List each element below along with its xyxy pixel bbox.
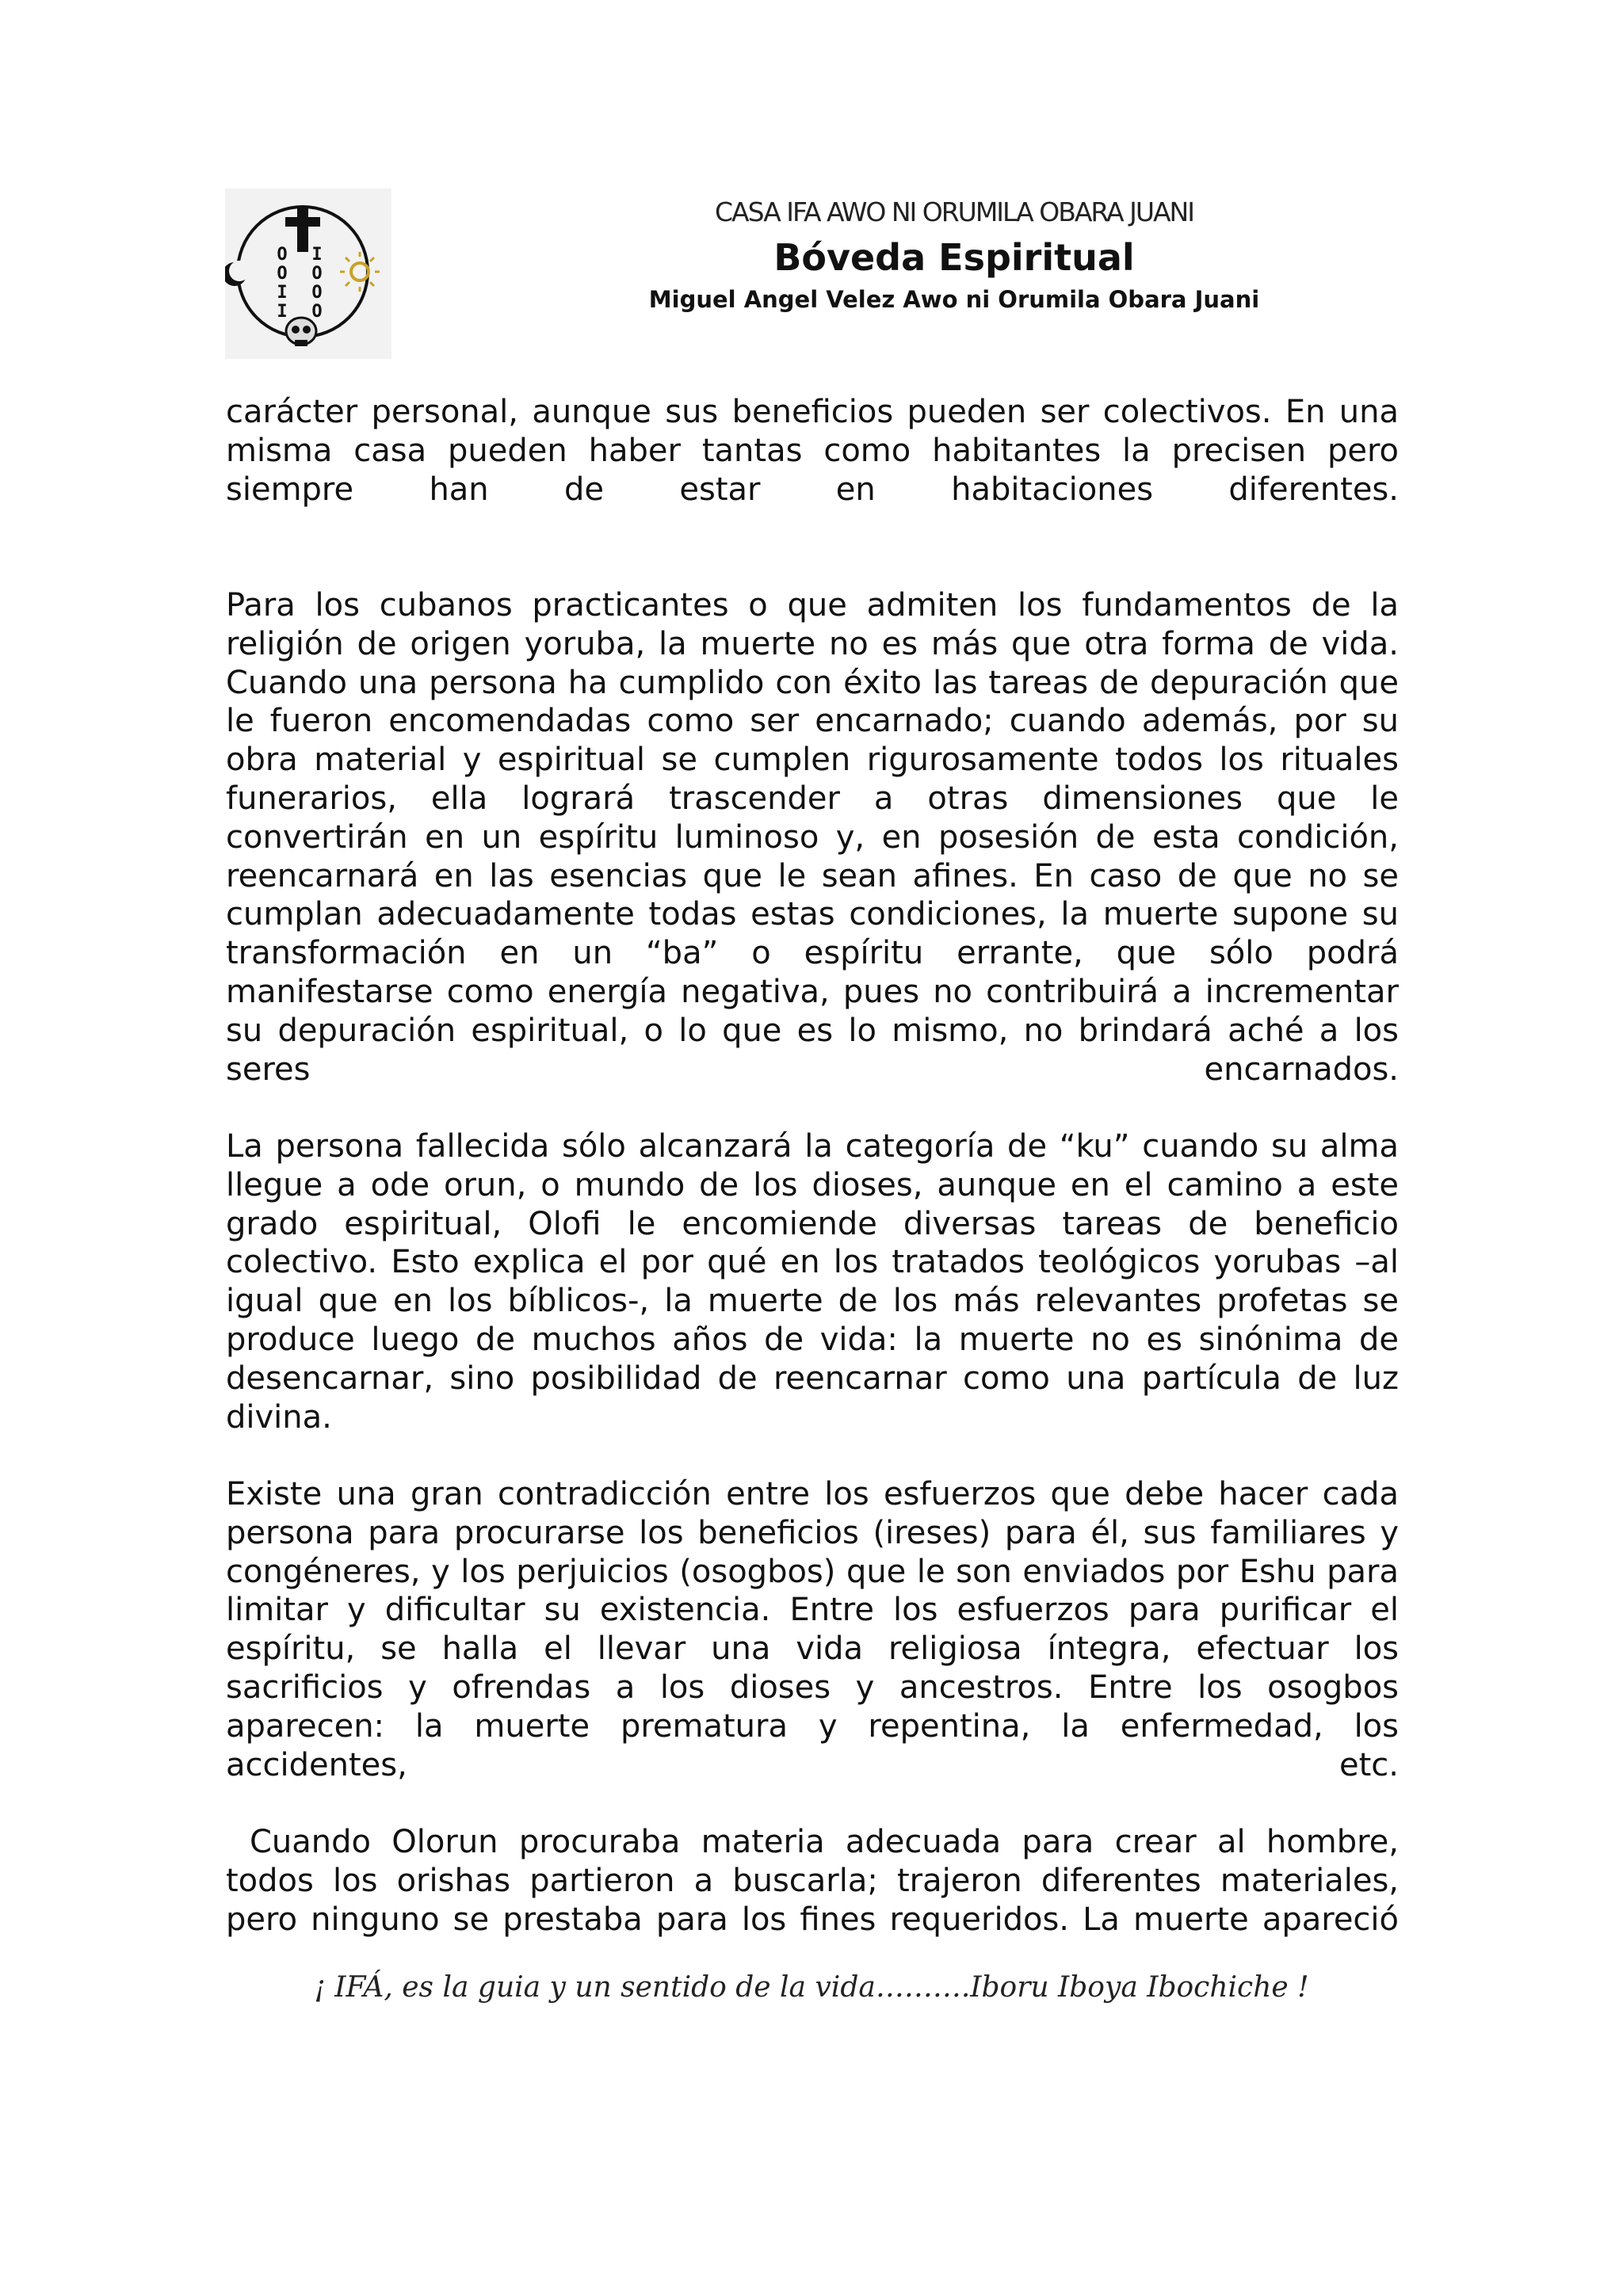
footer-motto: ¡ IFÁ, es la guia y un sentido de la vida……….Iboru Iboya Ibochiche ! xyxy=(314,1971,1309,2004)
odu-right-1: I xyxy=(311,245,323,265)
page-title: Bóveda Espiritual xyxy=(773,236,1135,279)
odu-left-4: I xyxy=(277,302,288,322)
odu-left-3: I xyxy=(277,283,288,303)
paragraph-2: Para los cubanos practicantes o que admiten los fundamentos de la religión de origen yoruba, la muerte no es más que otra forma de vida. Cuando una persona ha cumplido con éxito las tareas de depuración que le fueron encomendadas como ser encarnado; cuando además, por su obra material y espiritual se cumplen rigurosamente todos los rituales funerarios, ella logrará trascender a otras dimensiones que le convertirán en un espíritu luminoso y, en posesión de esta condición, reencarnará en las esencias que le sean afines. En caso de que no se cumplan adecuadamente todas estas condiciones, la muerte supone su transformación en un “ba” o espíritu errante, que sólo podrá manifestarse como energía negativa, pues no contribuirá a incrementar su depuración espiritual, o lo que es lo mismo, no brindará aché a los seres encarnados. xyxy=(226,587,1399,1088)
odu-left-2: O xyxy=(277,264,288,284)
odu-right-3: O xyxy=(311,283,323,303)
odu-right-2: O xyxy=(311,264,323,284)
paragraph-3: La persona fallecida sólo alcanzará la categoría de “ku” cuando su alma llegue a ode orun, o mundo de los dioses, aunque en el camino a este grado espiritual, Olofi le encomiende diversas tareas de beneficio colectivo. Esto explica el por qué en los tratados teológicos yorubas –al igual que en los bíblicos-, la muerte de los más relevantes profetas se produce luego de muchos años de vida: la muerte no es sinónima de desencarnar, sino posibilidad de reencarnar como una partícula de luz divina. xyxy=(226,1128,1399,1436)
ifa-emblem-icon xyxy=(225,189,391,359)
page-header xyxy=(225,189,1398,359)
header-text-block xyxy=(510,192,1398,317)
paragraph-4: Existe una gran contradicción entre los esfuerzos que debe hacer cada persona para procurarse los beneficios (ireses) para él, sus familiares y congéneres, y los perjuicios (osogbos) que le son enviados por Eshu para limitar y dificultar su existencia. Entre los esfuerzos para purificar el espíritu, se halla el llevar una vida religiosa íntegra, efectuar los sacrificios y ofrendas a los dioses y ancestros. Entre los osogbos aparecen: la muerte prematura y repentina, la enfermedad, los accidentes, etc. xyxy=(226,1476,1399,1783)
paragraph-5: Cuando Olorun procuraba materia adecuada para crear al hombre, todos los orishas partieron a buscarla; trajeron diferentes materiales, pero ninguno se prestaba para los fines requeridos. La muerte apareció xyxy=(226,1824,1399,1938)
paragraph-1: carácter personal, aunque sus beneficios pueden ser colectivos. En una misma casa pueden haber tantas como habitantes la precisen pero siempre han de estar en habitaciones diferentes. xyxy=(226,394,1399,508)
organization-name: CASA IFA AWO NI ORUMILA OBARA JUANI xyxy=(715,196,1193,227)
odu-right-4: O xyxy=(311,302,323,322)
odu-left-1: O xyxy=(277,245,288,265)
author-line: Miguel Angel Velez Awo ni Orumila Obara Juani xyxy=(648,286,1260,313)
